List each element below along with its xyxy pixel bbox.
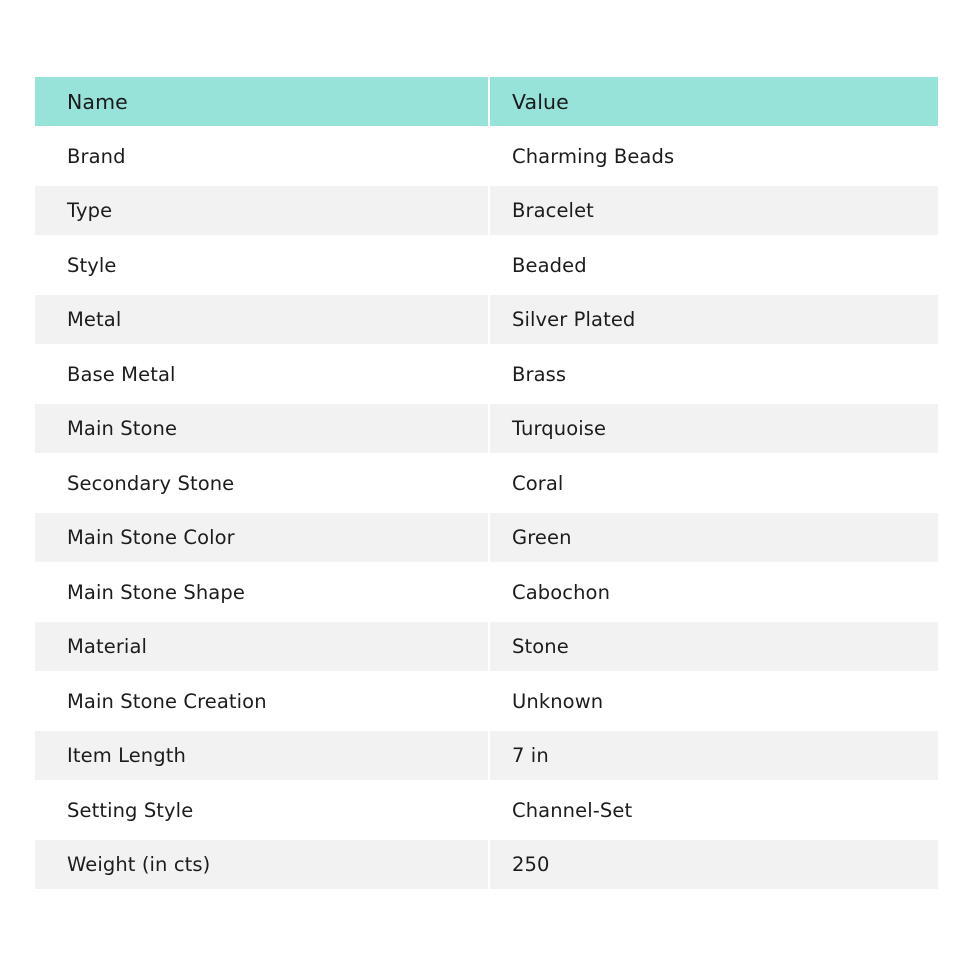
- table-row: [35, 731, 938, 780]
- row-value-cell: 250: [490, 840, 938, 889]
- row-name-cell: Metal: [35, 295, 490, 344]
- row-name-cell: Style: [35, 241, 490, 290]
- table-row: [35, 568, 938, 617]
- row-value-cell: Channel-Set: [490, 786, 938, 835]
- table-row: [35, 677, 938, 726]
- row-value-cell: Stone: [490, 622, 938, 671]
- table-row: [35, 459, 938, 508]
- row-name-cell: Base Metal: [35, 350, 490, 399]
- table-row: [35, 840, 938, 889]
- row-value-cell: Charming Beads: [490, 132, 938, 181]
- table-row: [35, 186, 938, 235]
- row-name-cell: Main Stone Shape: [35, 568, 490, 617]
- row-name-cell: Brand: [35, 132, 490, 181]
- row-value-cell: Bracelet: [490, 186, 938, 235]
- table-row: [35, 786, 938, 835]
- row-value-cell: Silver Plated: [490, 295, 938, 344]
- row-name-cell: Type: [35, 186, 490, 235]
- row-value-cell: 7 in: [490, 731, 938, 780]
- table-row: [35, 513, 938, 562]
- row-name-cell: Main Stone: [35, 404, 490, 453]
- row-value-cell: Unknown: [490, 677, 938, 726]
- row-name-cell: Main Stone Color: [35, 513, 490, 562]
- row-value-cell: Beaded: [490, 241, 938, 290]
- row-value-cell: Cabochon: [490, 568, 938, 617]
- row-name-cell: Secondary Stone: [35, 459, 490, 508]
- table-header-row: [35, 77, 938, 126]
- column-header-name: Name: [35, 77, 490, 126]
- item-specifics-table: [35, 77, 938, 889]
- table-row: [35, 295, 938, 344]
- table-row: [35, 622, 938, 671]
- row-name-cell: Material: [35, 622, 490, 671]
- row-value-cell: Green: [490, 513, 938, 562]
- table-row: [35, 404, 938, 453]
- row-name-cell: Item Length: [35, 731, 490, 780]
- row-value-cell: Brass: [490, 350, 938, 399]
- column-header-value: Value: [490, 77, 938, 126]
- table-row: [35, 350, 938, 399]
- row-value-cell: Turquoise: [490, 404, 938, 453]
- row-name-cell: Setting Style: [35, 786, 490, 835]
- table-row: [35, 132, 938, 181]
- table-body: [35, 132, 938, 890]
- row-name-cell: Main Stone Creation: [35, 677, 490, 726]
- row-name-cell: Weight (in cts): [35, 840, 490, 889]
- table-row: [35, 241, 938, 290]
- row-value-cell: Coral: [490, 459, 938, 508]
